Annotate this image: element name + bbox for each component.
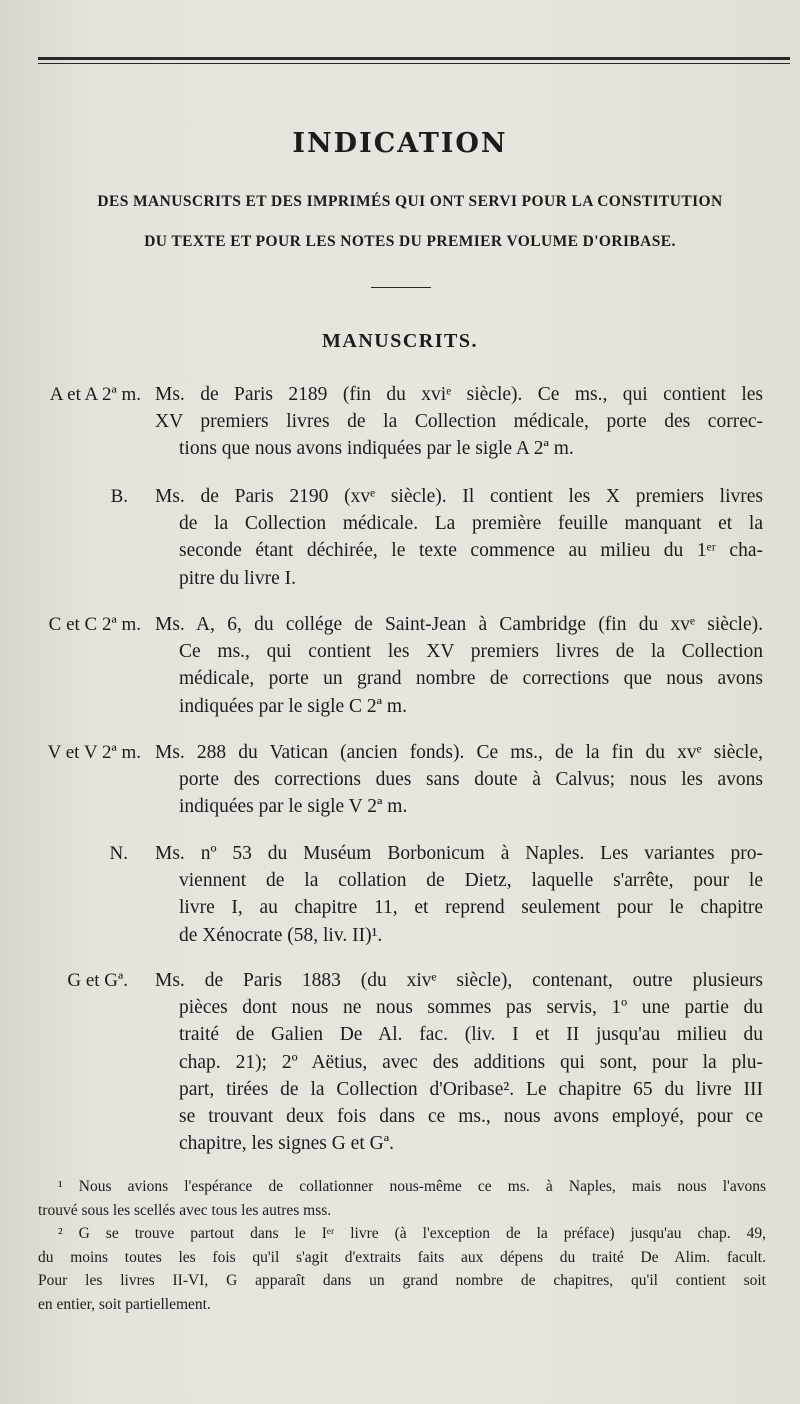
entry-line: Ms. de Paris 2190 (xvᵉ siècle). Il contient les X premiers livres — [155, 486, 763, 507]
entry-line: indiquées par le sigle C 2ª m. — [179, 695, 407, 717]
entry-line: Ms. de Paris 2189 (fin du xviᵉ siècle). Ce ms., qui contient les — [155, 384, 763, 405]
entry-line: pitre du livre I. — [179, 567, 296, 589]
entry-siglum: B. — [110, 486, 128, 507]
entry-line: porte des corrections dues sans doute à Calvus; nous les avons — [179, 769, 763, 791]
footnote-line: ² G se trouve partout dans le Iᵉʳ livre (à l'exception de la préface) jusqu'au chap. 49, — [58, 1225, 766, 1242]
subtitle-line-2: DU TEXTE ET POUR LES NOTES DU PREMIER VOLUME D'ORIBASE. — [144, 233, 676, 250]
entry-line: Ms. nº 53 du Muséum Borbonicum à Naples. Les variantes pro- — [155, 843, 763, 864]
footnote-line: Pour les livres II-VI, G apparaît dans un grand nombre de chapitres, qu'il contient soit — [38, 1272, 766, 1289]
entry-line: de la Collection médicale. La première feuille manquant et la — [179, 513, 763, 535]
page-title: INDICATION — [292, 128, 508, 159]
entry-line: médicale, porte un grand nombre de corrections que nous avons — [179, 668, 763, 690]
entry-line: chapitre, les signes G et Gª. — [179, 1133, 394, 1155]
section-heading: MANUSCRITS. — [322, 330, 478, 352]
entry-siglum: V et V 2ª m. — [47, 742, 141, 763]
section-divider — [371, 287, 431, 288]
entry-line: Ms. de Paris 1883 (du xivᵉ siècle), contenant, outre plusieurs — [155, 970, 763, 991]
entry-line: de Xénocrate (58, liv. II)¹. — [179, 924, 383, 946]
entry-line: viennent de la collation de Dietz, laquelle s'arrête, pour le — [179, 870, 763, 892]
footnotes — [38, 1175, 766, 1316]
entry-line: indiquées par le sigle V 2ª m. — [179, 796, 408, 818]
entry-line: Ms. 288 du Vatican (ancien fonds). Ce ms., de la fin du xvᵉ siècle, — [155, 742, 763, 763]
entry-siglum: N. — [109, 843, 128, 864]
footnote-line: ¹ Nous avions l'espérance de collationner nous-même ce ms. à Naples, mais nous l'avons — [58, 1178, 766, 1195]
entry-description — [155, 483, 763, 592]
entry-line: tions que nous avons indiquées par le sigle A 2ª m. — [179, 438, 574, 460]
top-rule — [38, 57, 790, 60]
entry-description — [155, 967, 763, 1157]
entry-description — [155, 381, 763, 463]
entry-line: Ms. A, 6, du collége de Saint-Jean à Cambridge (fin du xvᵉ siècle). — [155, 614, 763, 635]
entry-siglum: A et A 2ª m. — [49, 384, 141, 405]
entry-line: XV premiers livres de la Collection médicale, porte des correc- — [155, 411, 763, 433]
footnote-line: du moins toutes les fois qu'il s'agit d'extraits faits aux dépens du traité De Alim. facult. — [38, 1248, 766, 1266]
subtitle-line-1: DES MANUSCRITS ET DES IMPRIMÉS QUI ONT SERVI POUR LA CONSTITUTION — [97, 193, 723, 210]
entry-line: part, tirées de la Collection d'Oribase². Le chapitre 65 du livre III — [179, 1078, 763, 1100]
entry-line: seconde étant déchirée, le texte commence au milieu du 1ᵉʳ cha- — [179, 540, 763, 562]
entry-siglum: C et C 2ª m. — [48, 614, 141, 635]
entry-line: traité de Galien De Al. fac. (liv. I et II jusqu'au milieu du — [179, 1024, 763, 1046]
entry-siglum: G et Gª. — [67, 970, 128, 991]
entry-line: livre I, au chapitre 11, et reprend seulement pour le chapitre — [179, 897, 763, 919]
entry-line: pièces dont nous ne nous sommes pas servis, 1º une partie du — [179, 997, 763, 1019]
footnote-line: en entier, soit partiellement. — [38, 1295, 211, 1313]
entry-description — [155, 611, 763, 720]
entry-description — [155, 840, 763, 949]
footnote-line: trouvé sous les scellés avec tous les autres mss. — [38, 1201, 332, 1219]
entry-description — [155, 739, 763, 821]
top-rule-thin — [38, 63, 790, 64]
entry-line: se trouvant deux fois dans ce ms., nous avons employé, pour ce — [179, 1106, 763, 1128]
entry-line: chap. 21); 2º Aëtius, avec des additions qui sont, pour la plu- — [179, 1051, 763, 1073]
entry-line: Ce ms., qui contient les XV premiers livres de la Collection — [179, 641, 763, 663]
